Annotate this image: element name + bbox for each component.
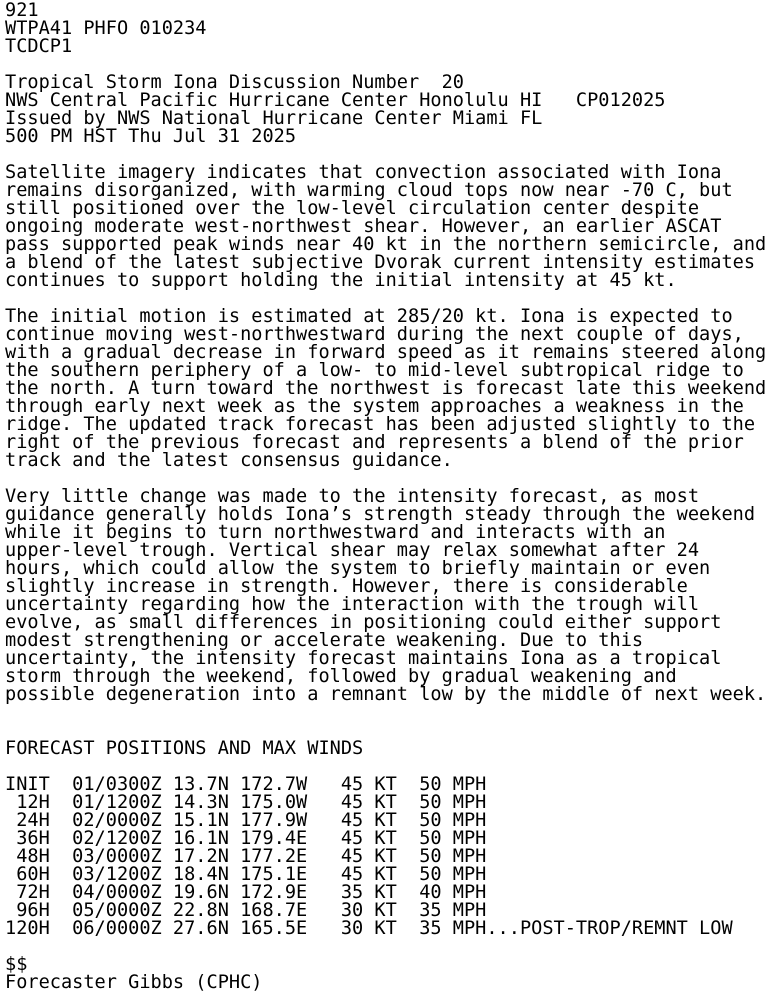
paragraph-line: track and the latest consensus guidance.: [5, 450, 453, 471]
issue-time: 500 PM HST Thu Jul 31 2025: [5, 126, 297, 147]
paragraph-line: still positioned over the low-level circulation center despite: [5, 198, 700, 219]
paragraph-line: Satellite imagery indicates that convection associated with Iona: [5, 162, 722, 183]
paragraph-line: guidance generally holds Iona’s strength steady through the weekend: [5, 504, 756, 525]
forecast-row: INIT 01/0300Z 13.7N 172.7W 45 KT 50 MPH: [5, 774, 487, 795]
paragraph-line: the north. A turn toward the northwest is forecast late this weekend: [5, 378, 767, 399]
forecast-row: 48H 03/0000Z 17.2N 177.2E 45 KT 50 MPH: [5, 846, 487, 867]
forecast-heading: FORECAST POSITIONS AND MAX WINDS: [5, 738, 364, 759]
blank-line: [5, 704, 783, 722]
paragraph-line: remains disorganized, with warming cloud tops now near -70 C, but: [5, 180, 733, 201]
paragraph-line: evolve, as small differences in positioning could either support: [5, 612, 722, 633]
header-line: 921: [5, 0, 39, 21]
paragraph-line: modest strengthening or accelerate weakening. Due to this: [5, 630, 644, 651]
forecast-row: 36H 02/1200Z 16.1N 179.4E 45 KT 50 MPH: [5, 828, 487, 849]
paragraph-line: upper-level trough. Vertical shear may relax somewhat after 24: [5, 540, 700, 561]
product-terminator: $$: [5, 954, 28, 975]
blank-line: [5, 938, 783, 956]
header-line: WTPA41 PHFO 010234: [5, 18, 207, 39]
paragraph-line: hours, which could allow the system to briefly maintain or even: [5, 558, 711, 579]
issuing-office: NWS Central Pacific Hurricane Center Honolulu HI CP012025: [5, 90, 666, 111]
forecaster-signature: Forecaster Gibbs (CPHC): [5, 972, 263, 993]
paragraph-line: ridge. The updated track forecast has been adjusted slightly to the: [5, 414, 756, 435]
issued-by: Issued by NWS National Hurricane Center Miami FL: [5, 108, 543, 129]
header-line: TCDCP1: [5, 36, 73, 57]
forecast-row: 120H 06/0000Z 27.6N 165.5E 30 KT 35 MPH...POST-TROP/REMNT LOW: [5, 918, 733, 939]
paragraph-line: right of the previous forecast and represents a blend of the prior: [5, 432, 744, 453]
forecast-row: 24H 02/0000Z 15.1N 177.9W 45 KT 50 MPH: [5, 810, 487, 831]
paragraph-line: storm through the weekend, followed by gradual weakening and: [5, 666, 677, 687]
paragraph-line: uncertainty regarding how the interaction with the trough will: [5, 594, 700, 615]
paragraph-line: with a gradual decrease in forward speed as it remains steered along: [5, 342, 767, 363]
forecast-row: 96H 05/0000Z 22.8N 168.7E 30 KT 35 MPH: [5, 900, 487, 921]
forecast-row: 72H 04/0000Z 19.6N 172.9E 35 KT 40 MPH: [5, 882, 487, 903]
paragraph-line: continue moving west-northwestward during the next couple of days,: [5, 324, 744, 345]
paragraph-line: while it begins to turn northwestward and interacts with an: [5, 522, 666, 543]
forecast-row: 12H 01/1200Z 14.3N 175.0W 45 KT 50 MPH: [5, 792, 487, 813]
paragraph-line: possible degeneration into a remnant low by the middle of next week.: [5, 684, 767, 705]
paragraph-line: the southern periphery of a low- to mid-level subtropical ridge to: [5, 360, 744, 381]
paragraph-line: a blend of the latest subjective Dvorak current intensity estimates: [5, 252, 756, 273]
forecast-row: 60H 03/1200Z 18.4N 175.1E 45 KT 50 MPH: [5, 864, 487, 885]
discussion-title: Tropical Storm Iona Discussion Number 20: [5, 72, 464, 93]
paragraph-line: continues to support holding the initial intensity at 45 kt.: [5, 270, 677, 291]
paragraph-line: uncertainty, the intensity forecast maintains Iona as a tropical: [5, 648, 722, 669]
paragraph-line: ongoing moderate west-northwest shear. However, an earlier ASCAT: [5, 216, 722, 237]
paragraph-line: through early next week as the system approaches a weakness in the: [5, 396, 744, 417]
paragraph-line: pass supported peak winds near 40 kt in the northern semicircle, and: [5, 234, 767, 255]
paragraph-line: The initial motion is estimated at 285/20 kt. Iona is expected to: [5, 306, 733, 327]
paragraph-line: Very little change was made to the intensity forecast, as most: [5, 486, 700, 507]
paragraph-line: slightly increase in strength. However, there is considerable: [5, 576, 688, 597]
